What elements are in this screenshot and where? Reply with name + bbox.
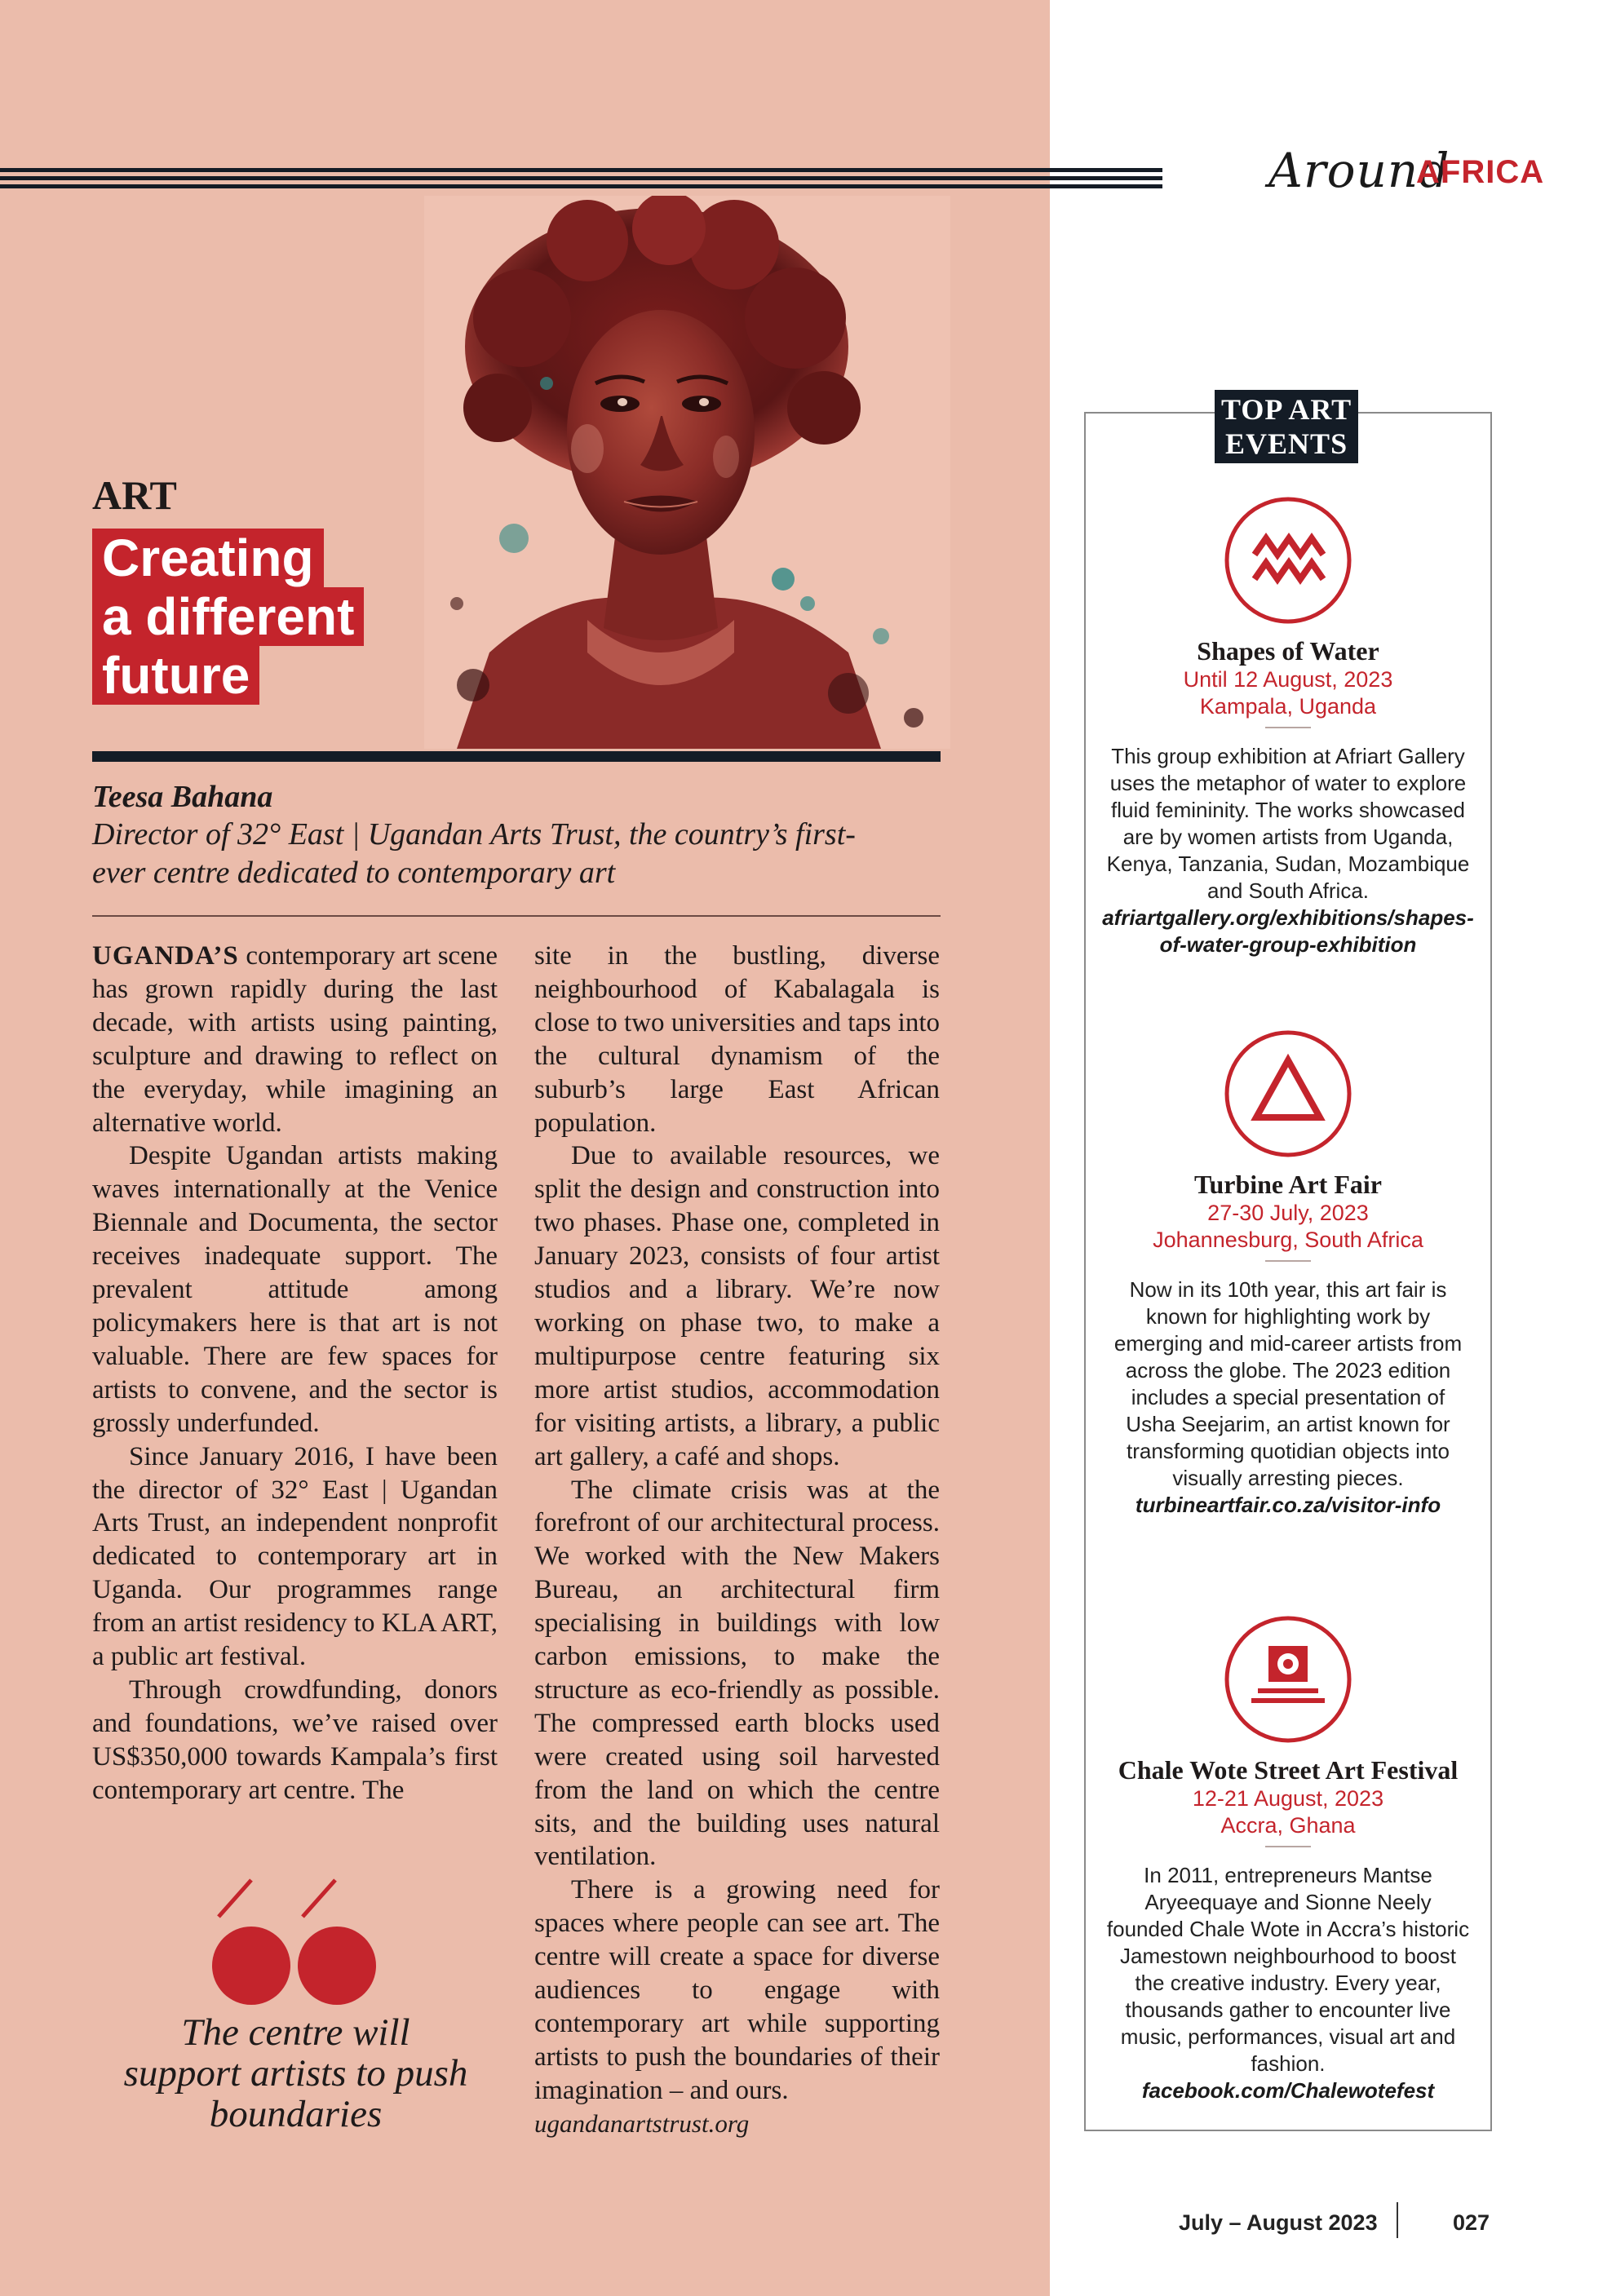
event-link[interactable]: facebook.com/Chalewotefest xyxy=(1141,2078,1435,2103)
event-description: Now in its 10th year, this art fair is known for highlighting work by emerging and mid-career artists from across the globe. The 2023 edition includes a special presentation of Usha Seejarim, an artist known for transforming quotidian objects into visually arresting pieces. xyxy=(1113,1277,1463,1490)
event-description: This group exhibition at Afriart Gallery uses the metaphor of water to explore fluid femininity. The works showcased are by women artists from Uganda, Kenya, Tanzania, Sudan, Mozambique and South Africa. xyxy=(1106,744,1470,903)
author-role: Director of 32° East | Ugandan Arts Trust, the country’s first-ever centre dedicated to contemporary art xyxy=(92,817,856,890)
body-paragraph xyxy=(92,940,498,1139)
event-link[interactable]: turbineartfair.co.za/visitor-info xyxy=(1135,1493,1441,1517)
event-description: In 2011, entrepreneurs Mantse Aryeequaye and Sionne Neely founded Chale Wote in Accra’s historic Jamestown neighbourhood to boost the creative industry. Every year, thousands gather to encounter live music, performances, visual art and fashion. xyxy=(1106,1863,1470,2076)
lead-in: UGANDA’S xyxy=(92,941,239,971)
paragraph-text: contemporary art scene has grown rapidly during the last decade, with artists using painting, sculpture and drawing to reflect on the everyday, while imagining an alternative world. xyxy=(92,941,498,1138)
body-column-2 xyxy=(534,940,940,2141)
section-label: ART xyxy=(92,472,177,518)
event-item xyxy=(1086,1029,1490,1519)
event-item xyxy=(1086,496,1490,958)
body-paragraph: The climate crisis was at the forefront of our architectural process. We worked with the New Makers Bureau, an architectural firm specialising in buildings with low carbon emissions, to make the structure as eco-friendly as possible. The compressed earth blocks used were created using soil harvested from the land on which the centre sits, and the building uses natural ventilation. xyxy=(534,1475,940,1872)
body-paragraph: Due to available resources, we split the design and construction into two phases. Phase one, completed in January 2023, consists of four artist studios and a library. We’re now working on phase two, to make a multipurpose centre featuring six more artist studios, accommodation for visiting artists, a library, a public art gallery, a café and shops. xyxy=(534,1141,940,1471)
event-place: Johannesburg, South Africa xyxy=(1153,1228,1423,1252)
headline-line: a different xyxy=(92,587,364,646)
brand-africa: AFRICA xyxy=(1416,154,1545,190)
header-rule xyxy=(0,168,1162,172)
event-item xyxy=(1086,1615,1490,2104)
event-date: 27-30 July, 2023 xyxy=(1207,1201,1369,1225)
headline-line: Creating xyxy=(92,529,324,587)
header-rule xyxy=(0,176,1162,180)
events-title xyxy=(1215,390,1358,463)
divider-rule xyxy=(92,751,941,762)
author-name: Teesa Bahana xyxy=(92,780,273,814)
event-place: Kampala, Uganda xyxy=(1199,694,1377,719)
event-name: Shapes of Water xyxy=(1197,636,1379,666)
event-date: Until 12 August, 2023 xyxy=(1183,667,1393,692)
header-rule xyxy=(0,184,1162,188)
headline-line: future xyxy=(92,646,259,705)
footer-issue: July – August 2023 xyxy=(1179,2210,1378,2235)
body-paragraph: Through crowdfunding, donors and foundations, we’ve raised over US$350,000 towards Kampala’s first contemporary art centre. The xyxy=(92,1674,498,1805)
body-column-1 xyxy=(92,940,498,1807)
article-link[interactable]: ugandanartstrust.org xyxy=(534,2108,750,2138)
event-separator xyxy=(1265,1260,1311,1262)
brand-logo xyxy=(1268,143,1545,216)
footer-divider xyxy=(1397,2202,1398,2238)
waves-icon xyxy=(1224,496,1352,625)
event-name: Turbine Art Fair xyxy=(1194,1170,1382,1199)
headline xyxy=(92,529,364,705)
divider-rule xyxy=(92,915,941,917)
events-title-line: EVENTS xyxy=(1225,427,1348,460)
body-paragraph: site in the bustling, diverse neighbourhood of Kabalagala is close to two universities and taps into the cultural dynamism of the suburb’s large East African population. xyxy=(534,941,940,1138)
event-place: Accra, Ghana xyxy=(1220,1813,1356,1838)
event-date: 12-21 August, 2023 xyxy=(1192,1786,1384,1811)
event-link[interactable]: afriartgallery.org/exhibitions/shapes-of-water-group-exhibition xyxy=(1102,905,1474,957)
brand-script: Around xyxy=(1268,143,1450,198)
pull-quote: The centre will support artists to push boundaries xyxy=(123,2011,468,2135)
triangle-icon xyxy=(1224,1029,1352,1158)
body-paragraph: Despite Ugandan artists making waves internationally at the Venice Biennale and Documenta, the sector receives inadequate support. The prevalent attitude among policymakers here is that art is not valuable. There are few spaces for artists to convene, and the sector is grossly underfunded. xyxy=(92,1141,498,1438)
event-name: Chale Wote Street Art Festival xyxy=(1118,1755,1459,1785)
event-separator xyxy=(1265,727,1311,728)
monument-icon xyxy=(1224,1615,1352,1744)
portrait-illustration xyxy=(424,196,950,749)
events-title-line: TOP ART xyxy=(1221,393,1352,426)
event-separator xyxy=(1265,1846,1311,1847)
body-paragraph: There is a growing need for spaces where people can see art. The centre will create a space for diverse audiences to engage with contemporary art while supporting artists to push the boundaries of their imagination – and ours. xyxy=(534,1875,940,2105)
body-paragraph: Since January 2016, I have been the director of 32° East | Ugandan Arts Trust, an independent nonprofit dedicated to contemporary art in Uganda. Our programmes range from an artist residency to KLA ART, a public art festival. xyxy=(92,1441,498,1672)
quote-mark-icon xyxy=(206,1876,382,2006)
page-number: 027 xyxy=(1453,2210,1490,2235)
